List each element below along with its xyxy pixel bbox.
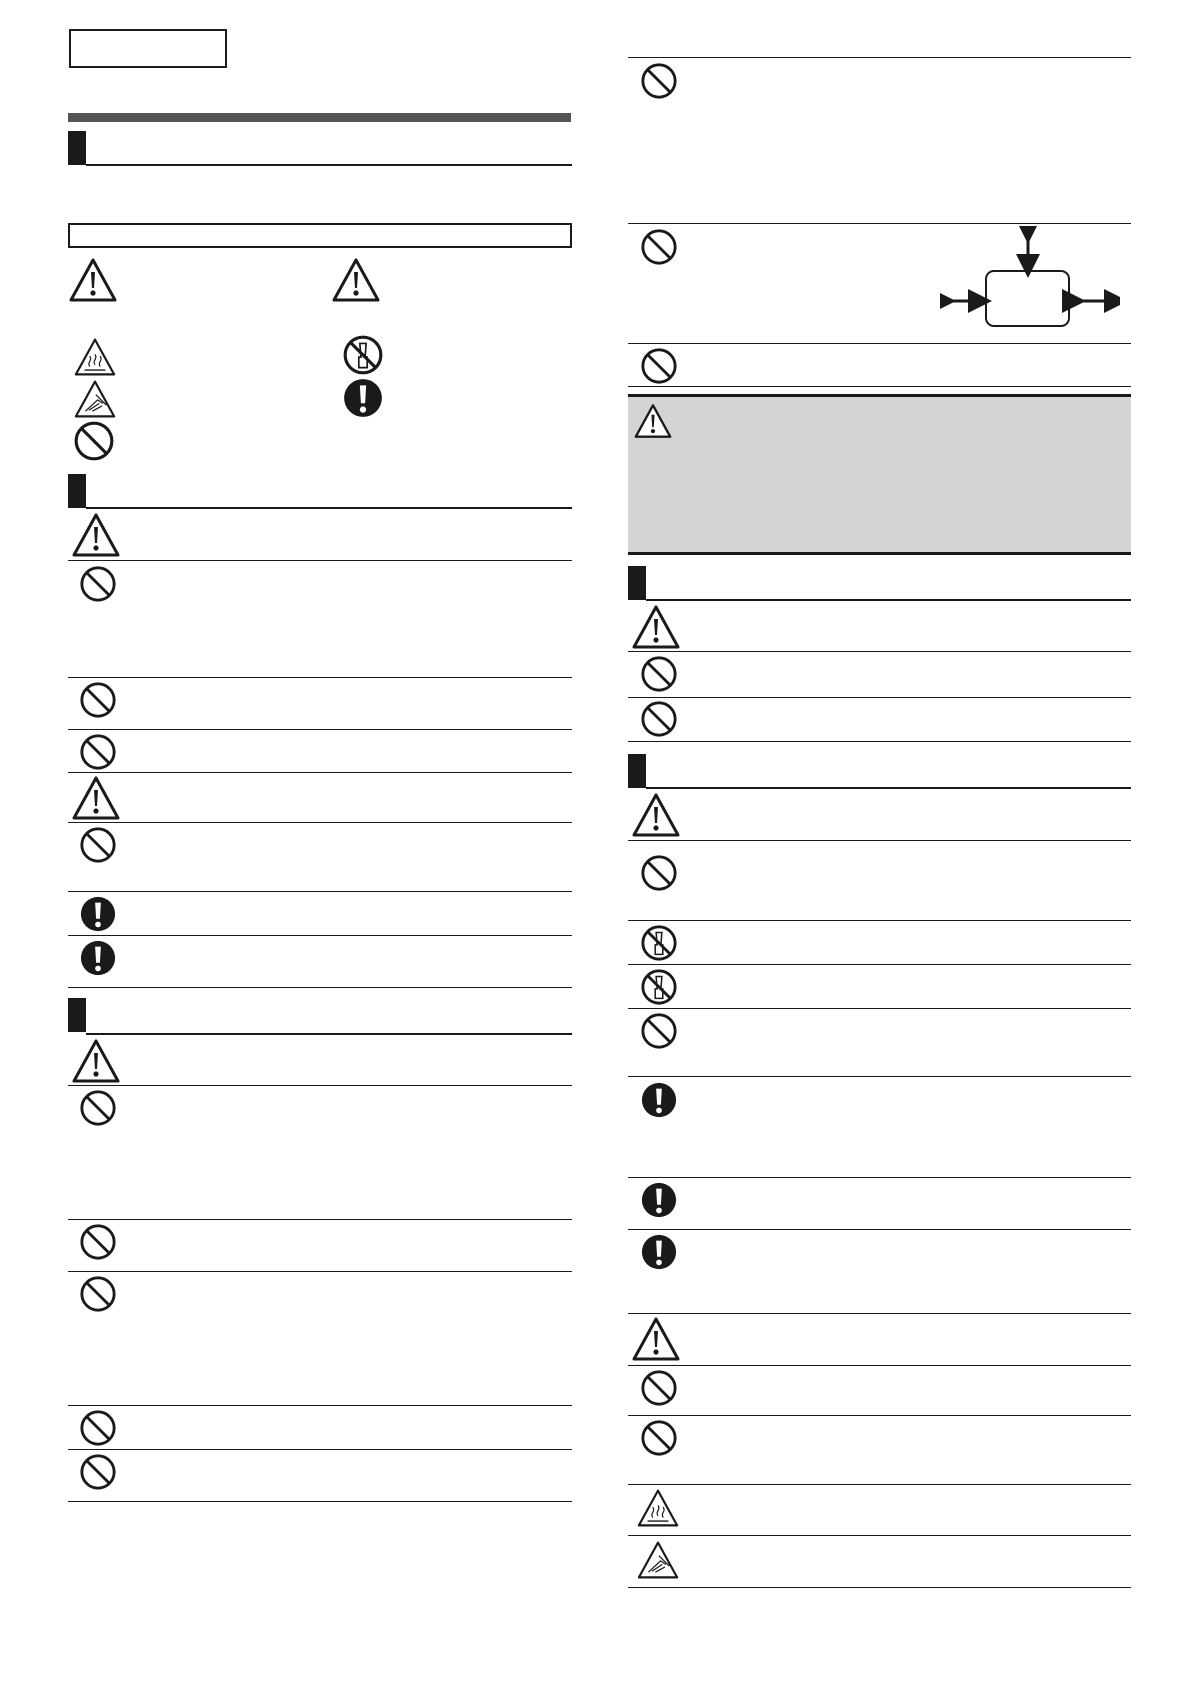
warning-triangle-icon [631,604,681,650]
prohibition-icon [640,655,678,693]
row-divider [628,386,1131,387]
row-divider [68,822,572,823]
no-disassembly-icon [342,334,384,376]
mandatory-action-icon [342,377,384,419]
prohibition-icon [640,1012,678,1050]
row-divider [628,1587,1131,1588]
warning-triangle-icon [71,775,121,821]
section-marker [628,754,646,788]
prohibition-icon [640,700,678,738]
document-label-box [69,29,227,68]
row-divider [628,57,1131,58]
prohibition-icon [640,62,678,100]
prohibition-icon [79,1275,117,1313]
row-divider [628,1313,1131,1314]
row-divider [628,343,1131,344]
row-divider [628,741,1131,742]
section-marker [68,998,86,1032]
prohibition-icon [79,826,117,864]
row-divider [628,1484,1131,1485]
row-divider [628,1008,1131,1009]
row-divider [68,1271,572,1272]
section-rule [646,787,1131,789]
prohibition-icon [79,1089,117,1127]
section-marker [68,131,86,165]
section-rule [86,164,572,166]
mandatory-action-icon [640,1081,678,1119]
section-marker [628,566,646,600]
pinch-hazard-icon [636,1540,680,1580]
warning-triangle-icon [68,257,118,303]
row-divider [68,935,572,936]
caution-panel [628,394,1131,555]
hot-surface-icon [636,1488,680,1528]
prohibition-icon [640,228,678,266]
row-divider [628,1229,1131,1230]
row-divider [628,840,1131,841]
row-divider [628,964,1131,965]
row-divider [68,1449,572,1450]
legend-header-box [68,223,572,248]
row-divider [68,1085,572,1086]
section-rule [646,599,1131,601]
prohibition-icon [73,420,115,462]
row-divider [628,1535,1131,1536]
row-divider [68,1219,572,1220]
row-divider [628,1076,1131,1077]
row-divider [68,987,572,988]
warning-triangle-icon [631,1316,681,1362]
row-divider [628,697,1131,698]
row-divider [628,223,1131,224]
prohibition-icon [640,1419,678,1457]
row-divider [68,729,572,730]
row-divider [68,1405,572,1406]
row-divider [68,677,572,678]
warning-triangle-icon [71,512,121,558]
warning-triangle-icon [71,1038,121,1084]
pinch-hazard-icon [73,379,117,419]
mandatory-action-icon [640,1233,678,1271]
prohibition-icon [79,1453,117,1491]
no-disassembly-icon [640,968,678,1006]
row-divider [628,651,1131,652]
section-rule [86,1033,572,1035]
row-divider [628,1177,1131,1178]
hot-surface-icon [73,337,117,377]
row-divider [68,560,572,561]
mandatory-action-icon [640,1181,678,1219]
prohibition-icon [640,854,678,892]
row-divider [628,1365,1131,1366]
section-marker [68,474,86,508]
prohibition-icon [79,681,117,719]
prohibition-icon [79,1223,117,1261]
row-divider [628,1415,1131,1416]
prohibition-icon [79,733,117,771]
warning-triangle-icon [631,792,681,838]
row-divider [68,1501,572,1502]
row-divider [68,891,572,892]
warning-triangle-icon [331,257,381,303]
prohibition-icon [640,1369,678,1407]
mandatory-action-icon [79,939,117,977]
clearance-arrows [940,226,1120,336]
warning-triangle-icon [633,403,673,439]
prohibition-icon [79,1409,117,1447]
row-divider [628,920,1131,921]
header-rule-bar [68,113,571,122]
mandatory-action-icon [79,895,117,933]
section-rule [86,507,572,509]
prohibition-icon [640,347,678,385]
row-divider [68,772,572,773]
prohibition-icon [79,565,117,603]
no-disassembly-icon [640,924,678,962]
